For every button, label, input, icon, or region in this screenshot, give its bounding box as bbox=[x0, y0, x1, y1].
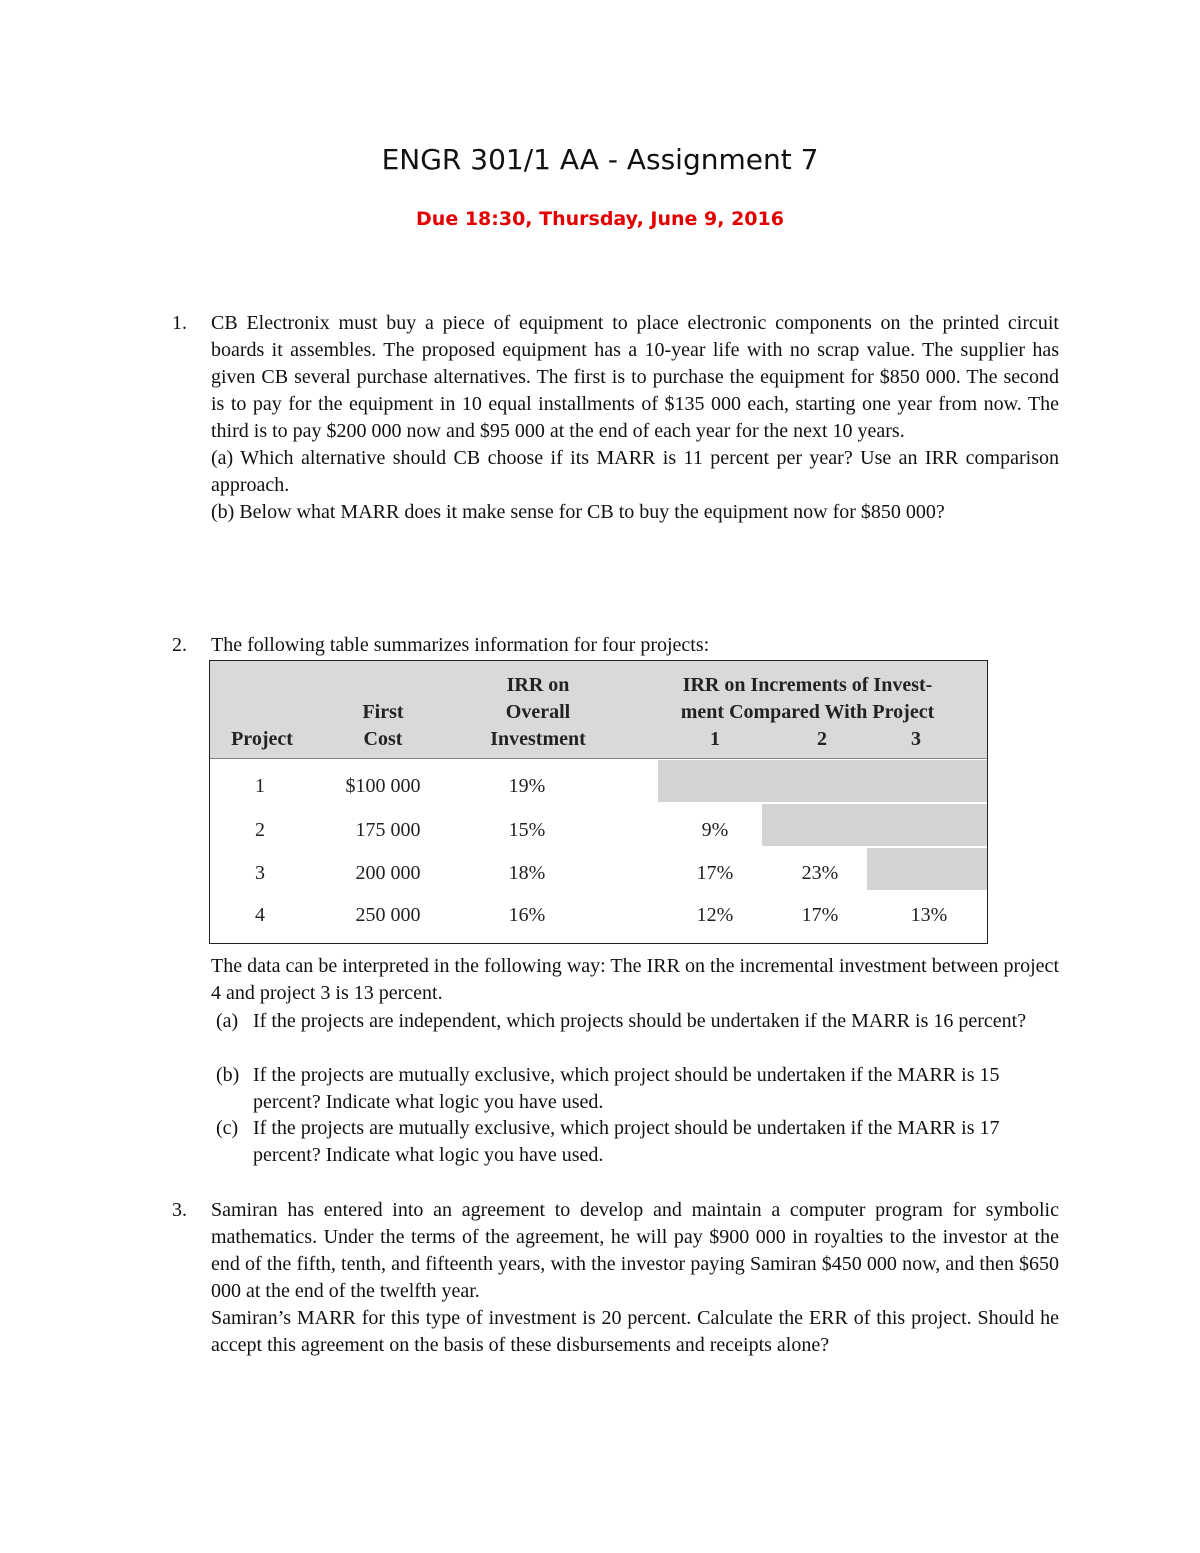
q3-text-1: Samiran has entered into an agreement to develop and maintain a computer program for symbolic mathematics. Under the terms of the agreement, he will pay $900 000 in royalties to the investor at the end of the fifth, tenth, and fifteenth years, with the investor paying Samiran $450 000 now, and then $650 000 at the end of the twelfth year. bbox=[211, 1199, 1059, 1302]
header-col-3: 3 bbox=[911, 728, 921, 750]
table-cell-irr: 16% bbox=[508, 904, 546, 926]
header-investment: Investment bbox=[490, 728, 586, 750]
table-cell-project: 3 bbox=[255, 862, 265, 884]
table-cell-project: 4 bbox=[255, 904, 265, 926]
q1-part-b: (b) Below what MARR does it make sense for CB to buy the equipment now for $850 000? bbox=[211, 501, 945, 523]
table-cell-project: 1 bbox=[255, 775, 265, 797]
table-cell-irr: 15% bbox=[508, 819, 546, 841]
projects-table bbox=[209, 660, 988, 944]
table-cell-project: 2 bbox=[255, 819, 265, 841]
table-cell-inc1: 12% bbox=[696, 904, 734, 926]
header-increments-1: IRR on Increments of Invest- bbox=[682, 674, 933, 696]
table-cell-inc1: 9% bbox=[701, 819, 729, 841]
shaded-cell-row2 bbox=[762, 804, 987, 846]
shaded-cell-row1 bbox=[658, 760, 987, 802]
table-cell-cost: $100 000 bbox=[345, 775, 421, 797]
q2-intro: The following table summarizes information for four projects: bbox=[211, 634, 710, 656]
q2-part-b bbox=[0, 1062, 1200, 1116]
q2-part-c-text: If the projects are mutually exclusive, which project should be undertaken if the MARR is 17 percent? Indicate what logic you have used. bbox=[253, 1117, 1000, 1166]
table-cell-inc2: 23% bbox=[801, 862, 839, 884]
header-col-2: 2 bbox=[817, 728, 827, 750]
q3-body bbox=[211, 1197, 1059, 1359]
table-cell-inc3: 13% bbox=[910, 904, 948, 926]
q1-number: 1. bbox=[172, 312, 187, 334]
header-overall: Overall bbox=[505, 701, 571, 723]
table-cell-cost: 175 000 bbox=[355, 819, 421, 841]
table-cell-irr: 19% bbox=[508, 775, 546, 797]
due-date: Due 18:30, Thursday, June 9, 2016 bbox=[416, 208, 784, 230]
q2-number: 2. bbox=[172, 634, 187, 656]
shaded-cell-row3 bbox=[867, 848, 987, 890]
q2-interpretation: The data can be interpreted in the following way: The IRR on the incremental investment between project 4 and project 3 is 13 percent. bbox=[211, 955, 1059, 1004]
table-header bbox=[210, 661, 987, 759]
q2-part-b-text: If the projects are mutually exclusive, which project should be undertaken if the MARR is 15 percent? Indicate what logic you have used. bbox=[253, 1064, 1000, 1113]
header-first: First bbox=[362, 701, 404, 723]
q1-body bbox=[211, 310, 1059, 526]
q2-part-c bbox=[0, 1115, 1200, 1169]
q1-part-a: (a) Which alternative should CB choose if its MARR is 11 percent per year? Use an IRR comparison approach. bbox=[211, 447, 1059, 496]
q2-part-a bbox=[0, 1008, 1200, 1062]
header-irr-on: IRR on bbox=[506, 674, 570, 696]
header-project: Project bbox=[231, 728, 293, 750]
q2-part-c-label: (c) bbox=[216, 1117, 239, 1139]
header-cost: Cost bbox=[363, 728, 403, 750]
q3-number: 3. bbox=[172, 1199, 187, 1221]
table-cell-inc1: 17% bbox=[696, 862, 734, 884]
table-cell-cost: 250 000 bbox=[355, 904, 421, 926]
table-cell-cost: 200 000 bbox=[355, 862, 421, 884]
q2-part-a-text: If the projects are independent, which projects should be undertaken if the MARR is 16 percent? bbox=[253, 1010, 1027, 1032]
q1-text: CB Electronix must buy a piece of equipment to place electronic components on the printed circuit boards it assembles. The proposed equipment has a 10-year life with no scrap value. The supplier has given CB several purchase alternatives. The first is to purchase the equipment for $850 000. The second is to pay for the equipment in 10 equal installments of $135 000 each, starting one year from now. The third is to pay $200 000 now and $95 000 at the end of each year for the next 10 years. bbox=[211, 312, 1059, 442]
table-cell-inc2: 17% bbox=[801, 904, 839, 926]
q2-part-b-label: (b) bbox=[216, 1064, 240, 1086]
table-cell-irr: 18% bbox=[508, 862, 546, 884]
header-col-1: 1 bbox=[710, 728, 720, 750]
q3-text-2: Samiran’s MARR for this type of investment is 20 percent. Calculate the ERR of this project. Should he accept this agreement on the basis of these disbursements and receipts alone? bbox=[211, 1307, 1059, 1356]
header-increments-2: ment Compared With Project bbox=[680, 701, 935, 723]
assignment-title: ENGR 301/1 AA - Assignment 7 bbox=[381, 143, 819, 176]
q2-part-a-label: (a) bbox=[216, 1010, 239, 1032]
